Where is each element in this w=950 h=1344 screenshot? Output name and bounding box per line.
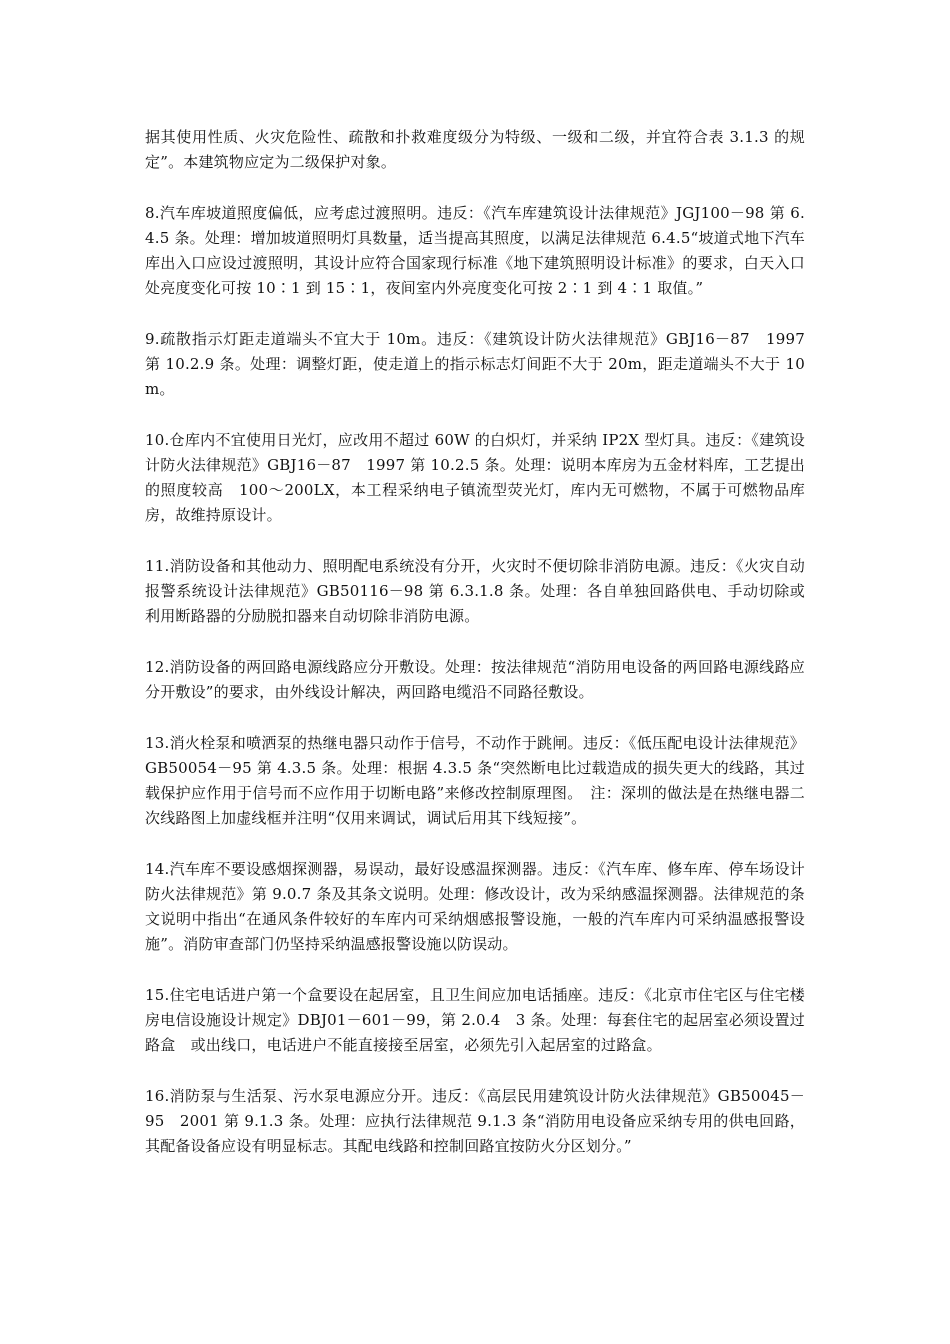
- paragraph-continuation: 据其使用性质、火灾危险性、疏散和扑救难度级分为特级、一级和二级，并宜符合表 3.1.3 的规定”。本建筑物应定为二级保护对象。: [145, 128, 805, 171]
- paragraph-item-16: 16.消防泵与生活泵、污水泵电源应分开。违反：《高层民用建筑设计防火法律规范》GB50045－95 2001 第 9.1.3 条。处理：应执行法律规范 9.1.3 条“消防用电设备应采纳专用的供电回路，其配备设备应设有明显标志。其配电线路和控制回路宜按防火分区划分。”: [145, 1087, 805, 1155]
- document-page: [145, 125, 805, 1185]
- paragraph-item-11: 11.消防设备和其他动力、照明配电系统没有分开，火灾时不便切除非消防电源。违反：《火灾自动报警系统设计法律规范》GB50116－98 第 6.3.1.8 条。处理：各自单独回路供电、手动切除或利用断路器的分励脱扣器来自动切除非消防电源。: [145, 557, 805, 625]
- paragraph-item-14: 14.汽车库不要设感烟探测器，易误动，最好设感温探测器。违反：《汽车库、修车库、停车场设计防火法律规范》第 9.0.7 条及其条文说明。处理：修改设计，改为采纳感温探测器。法律规范的条文说明中指出“在通风条件较好的车库内可采纳烟感报警设施，一般的汽车库内可采纳温感报警设施”。消防审查部门仍坚持采纳温感报警设施以防误动。: [145, 860, 805, 953]
- paragraph-item-10: 10.仓库内不宜使用日光灯，应改用不超过 60W 的白炽灯，并采纳 IP2X 型灯具。违反：《建筑设计防火法律规范》GBJ16－87 1997 第 10.2.5 条。处理：说明本库房为五金材料库，工艺提出的照度较高 100～200LX，本工程采纳电子镇流型荧光灯，库内无可燃物，不属于可燃物品库房，故维持原设计。: [145, 431, 805, 524]
- paragraph-item-12: 12.消防设备的两回路电源线路应分开敷设。处理：按法律规范“消防用电设备的两回路电源线路应分开敷设”的要求，由外线设计解决，两回路电缆沿不同路径敷设。: [145, 658, 805, 701]
- paragraph-item-8: 8.汽车库坡道照度偏低，应考虑过渡照明。违反：《汽车库建筑设计法律规范》JGJ100－98 第 6.4.5 条。处理：增加坡道照明灯具数量，适当提高其照度，以满足法律规范 6.4.5“坡道式地下汽车库出入口应设过渡照明，其设计应符合国家现行标准《地下建筑照明设计标准》的要求，白天入口处亮度变化可按 10∶1 到 15∶1，夜间室内外亮度变化可按 2∶1 到 4∶1 取值。”: [145, 204, 805, 297]
- paragraph-item-15: 15.住宅电话进户第一个盒要设在起居室，且卫生间应加电话插座。违反：《北京市住宅区与住宅楼房电信设施设计规定》DBJ01－601－99，第 2.0.4 3 条。处理：每套住宅的起居室必须设置过路盒 或出线口，电话进户不能直接接至居室，必须先引入起居室的过路盒。: [145, 986, 805, 1054]
- paragraph-item-13: 13.消火栓泵和喷洒泵的热继电器只动作于信号，不动作于跳闸。违反：《低压配电设计法律规范》GB50054－95 第 4.3.5 条。处理：根据 4.3.5 条“突然断电比过载造成的损失更大的线路，其过载保护应作用于信号而不应作用于切断电路”来修改控制原理图。 注：深圳的做法是在热继电器二次线路图上加虚线框并注明“仅用来调试，调试后用其下线短接”。: [145, 734, 805, 827]
- paragraph-item-9: 9.疏散指示灯距走道端头不宜大于 10m。违反：《建筑设计防火法律规范》GBJ16－87 1997 第 10.2.9 条。处理：调整灯距，使走道上的指示标志灯间距不大于 20m，距走道端头不大于 10m。: [145, 330, 805, 398]
